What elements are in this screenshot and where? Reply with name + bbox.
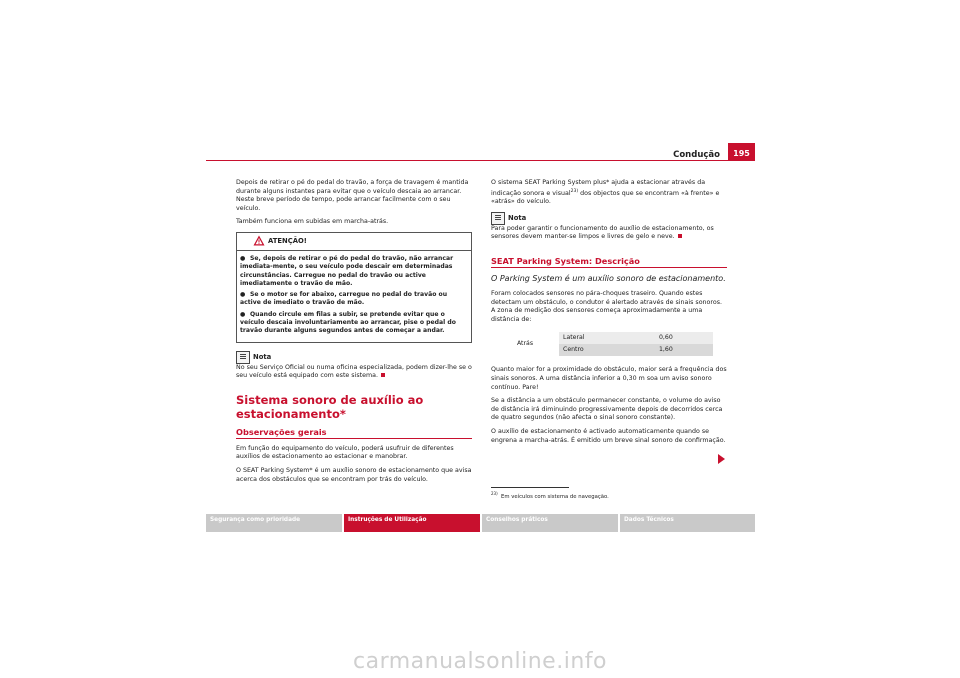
paragraph: O auxílio de estacionamento é activado automaticamente quando se engrena a marcha-atrás. É emitido um breve sinal sonoro de confirmação. [491,428,726,444]
warning-item: ● Quando circule em filas a subir, se pretende evitar que o veículo descaia involuntariamente ao arrancar, pise o pedal do travão durante alguns segundos antes de começar a andar. [240,310,456,335]
table-cell-value: 0,60 [655,332,713,344]
footnote-ref: 23) [570,188,579,194]
heading-rule [236,438,472,439]
warning-box [236,232,472,343]
header-rule [206,160,755,161]
tab-seguranca[interactable]: Segurança como prioridade [206,514,342,532]
table-cell-value: 1,60 [655,344,713,356]
warning-body [237,251,471,342]
note-header [491,212,727,225]
tab-dados-tecnicos[interactable]: Dados Técnicos [620,514,755,532]
heading-rule [491,267,727,268]
bullet-icon: ● [240,254,246,262]
note-text: Para poder garantir o funcionamento do auxílio de estacionamento, os sensores devem manter-se limpos e livres de gelo e neve. [491,224,714,241]
note-icon [236,351,250,364]
subsection-heading: Observações gerais [236,426,327,437]
table-row [491,332,713,344]
note-title: Nota [508,213,527,222]
paragraph: Também funciona em subidas em marcha-atrás. [236,218,389,226]
paragraph: Em função do equipamento do veículo, poderá usufruir de diferentes auxílios de estacionamento ao estacionar e manobrar. [236,444,454,461]
footnote: $^{23)}$ Em veículos com sistema de navegação. [491,491,609,500]
sensor-distance-table [491,332,713,356]
paragraph: Depois de retirar o pé do pedal do travão, a força de travagem é mantida durante alguns instantes para evitar que o veículo descaia ao arrancar. Neste breve período de tempo, pode arrancar facilmente com o seu veículo. [236,179,469,212]
watermark: carmanualsonline.info [353,649,607,674]
paragraph: Quanto maior for a proximidade do obstáculo, maior será a frequência dos sinais sonoros. A uma distância inferior a 0,30 m soa um aviso sonoro contínuo. Pare! [491,366,727,391]
left-column [236,179,472,489]
footnote-rule [491,487,569,488]
paragraph: Se a distância a um obstáculo permanecer constante, o volume do aviso de distância irá diminuindo progressivamente depois de decorridos cerca de quatro segundos (não afecta o sinal sonoro constante). [491,397,723,422]
paragraph: O SEAT Parking System* é um auxílio sonoro de estacionamento que avisa acerca dos obstáculos que se encontram por trás do veículo. [236,467,472,483]
note-icon [491,212,505,225]
right-column [491,179,727,450]
subsection-heading: SEAT Parking System: Descrição [491,256,640,267]
table-cell-label: Centro [559,344,655,356]
bullet-icon: ● [240,291,246,299]
footer-tabs [206,514,755,532]
section-subtitle: O Parking System é um auxílio sonoro de estacionamento. [491,274,726,284]
page-number: 195 [728,143,755,161]
tab-conselhos[interactable]: Conselhos práticos [482,514,618,532]
note-title: Nota [253,352,272,361]
warning-header [237,233,471,251]
note-header [236,351,472,364]
continue-arrow-icon [718,454,725,464]
section-heading: Sistema sonoro de auxílio ao estacionamento* [236,392,424,421]
bullet-icon: ● [240,310,246,318]
end-marker-icon [678,234,682,238]
paragraph: Foram colocados sensores no pára-choques traseiro. Quando estes detectam um obstáculo, o condutor é alertado através de sinais sonoros. A zona de medição dos sensores começa aproximadamente a uma distância de: [491,290,722,323]
section-title: Condução [673,150,720,160]
table-cell-label: Lateral [559,332,655,344]
warning-triangle-icon [253,235,265,246]
paragraph: O sistema SEAT Parking System plus* ajuda a estacionar através da indicação sonora e visual$^{23)}$ dos objectos que se encontram «à frente» e «atrás» do veículo. [491,179,720,206]
end-marker-icon [381,373,385,377]
warning-item: ● Se o motor se for abaixo, carregue no pedal do travão ou active de imediato o travão de mão. [240,291,448,307]
note-text: No seu Serviço Oficial ou numa oficina especializada, podem dizer-lhe se o seu veículo está equipado com este sistema. [236,363,472,380]
table-row-header: Atrás [516,340,534,348]
warning-item: ● Se, depois de retirar o pé do pedal do travão, não arrancar imediata-mente, o seu veículo pode descair em determinadas circunstâncias. Carregue no pedal do travão ou active imediatamente o travão de mão. [240,254,454,287]
warning-title: ATENÇÃO! [268,236,307,245]
tab-instrucoes[interactable]: Instruções de Utilização [344,514,480,532]
